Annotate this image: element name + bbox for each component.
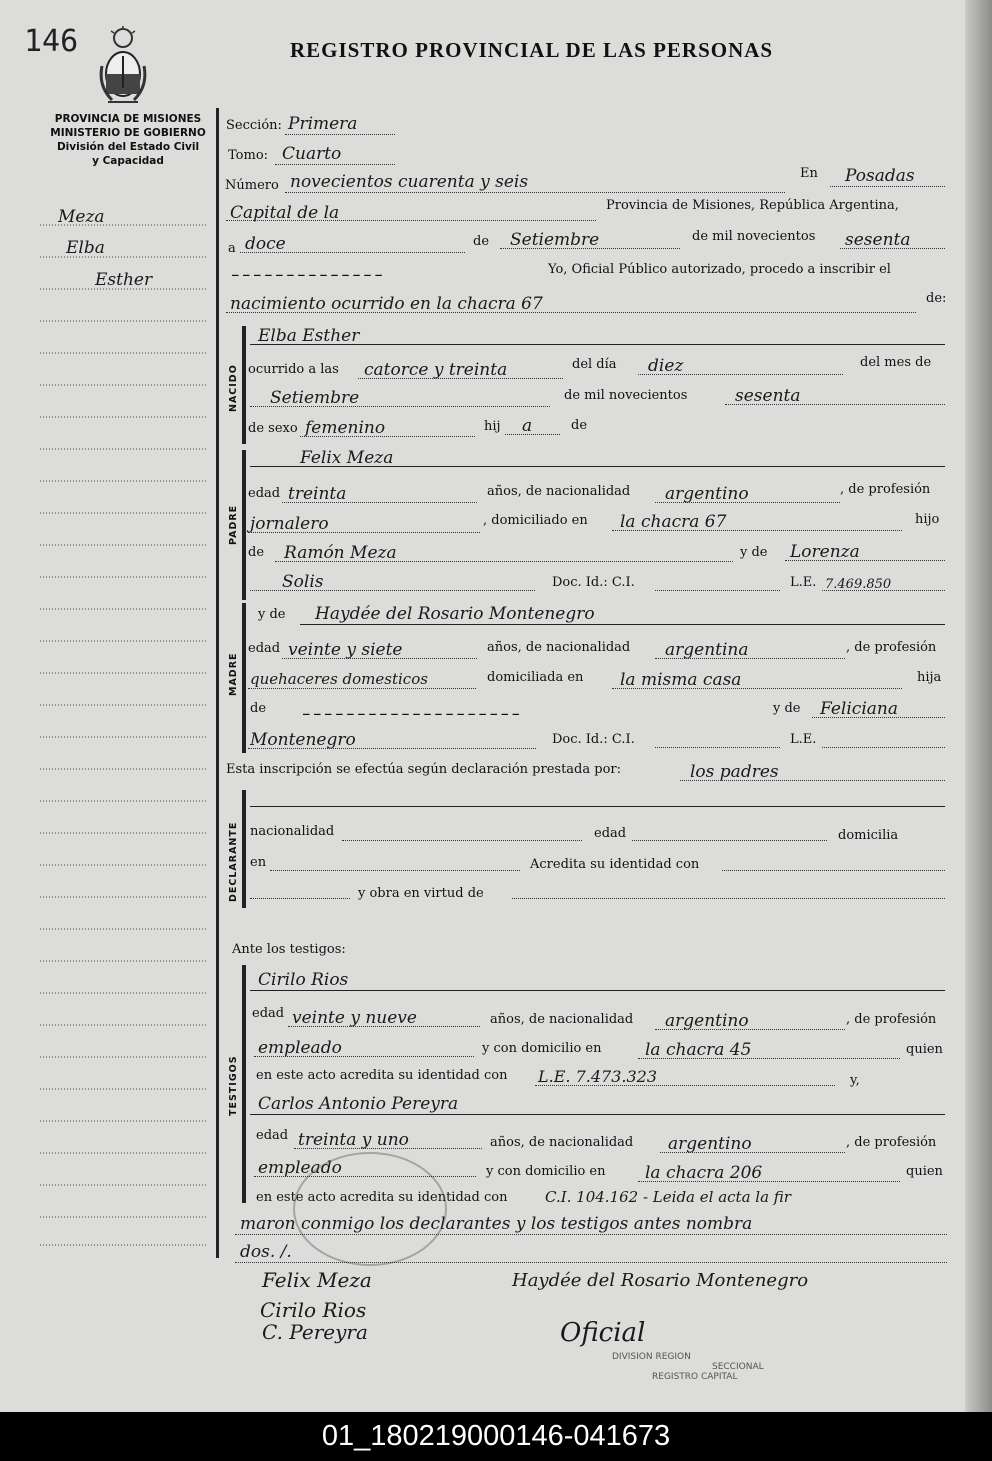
- declarante-obra-line: [512, 898, 945, 899]
- madre-edad-label: edad: [248, 641, 281, 656]
- madre-nac-value: argentina: [665, 640, 749, 660]
- testigo2-nombre: Carlos Antonio Pereyra: [258, 1094, 459, 1114]
- madre-y-de2-label: y de: [773, 701, 801, 716]
- t1-y-label: y,: [850, 1073, 860, 1088]
- page-number: 146: [24, 24, 79, 59]
- padre-le-label: L.E.: [790, 575, 817, 590]
- madre-nac-line: [655, 658, 845, 659]
- madre-dom-label: domiciliada en: [487, 670, 584, 685]
- padre-prof-value: jornalero: [250, 514, 329, 534]
- declarante-bracket: [242, 790, 246, 908]
- anio-value: sesenta: [845, 230, 911, 250]
- t2-nac-value: argentino: [668, 1134, 752, 1154]
- declaracion-line: [680, 780, 945, 781]
- t1-prof-line: [254, 1056, 474, 1057]
- hij-line: [505, 434, 560, 435]
- madre-section-label: MADRE: [228, 652, 239, 696]
- en-line: [830, 186, 945, 187]
- testigos-section-label: TESTIGOS: [228, 1055, 239, 1116]
- madre-nombre-line: [300, 624, 945, 625]
- t1-quien-label: quien: [906, 1042, 943, 1057]
- tomo-line: [275, 164, 395, 165]
- t1-prof-label: , de profesión: [846, 1012, 937, 1027]
- padre-prof-label: , de profesión: [840, 482, 931, 497]
- tomo-label: Tomo:: [228, 148, 269, 163]
- en-value: Posadas: [845, 166, 915, 186]
- t1-nac-label: años, de nacionalidad: [490, 1012, 634, 1027]
- del-mes-label: del mes de: [860, 355, 932, 370]
- t1-edad-line: [288, 1026, 480, 1027]
- nacido-mes-line: [250, 406, 550, 407]
- margin-ruled-lines: [40, 200, 210, 1250]
- t1-doc-value: L.E. 7.473.323: [538, 1067, 657, 1086]
- org-division: División del Estado Civil: [56, 141, 200, 153]
- header-dashes: _ _ _ _ _ _ _ _ _ _ _ _ _ _: [232, 262, 382, 277]
- org-province: PROVINCIA DE MISIONES: [54, 113, 202, 125]
- madre-prof-label: , de profesión: [846, 640, 937, 655]
- del-dia-label: del día: [572, 357, 617, 372]
- hij-label: hij: [484, 419, 501, 434]
- t1-prof-value: empleado: [258, 1038, 342, 1058]
- padre-nac-value: argentino: [665, 484, 749, 504]
- nacido-mes-value: Setiembre: [270, 388, 360, 408]
- padre-edad-label: edad: [248, 486, 281, 501]
- org-capacidad: y Capacidad: [92, 155, 164, 167]
- stamp-line2: SECCIONAL: [712, 1362, 764, 1372]
- firma-padre: Felix Meza: [262, 1268, 372, 1292]
- scan-footer: 01_180219000146-041673: [0, 1412, 992, 1461]
- declarante-edad-line: [632, 840, 827, 841]
- hora-value: catorce y treinta: [364, 360, 508, 380]
- t2-prof-value: empleado: [258, 1158, 342, 1178]
- padre-le-value: 7.469.850: [825, 577, 892, 592]
- declarante-en-line: [270, 870, 520, 871]
- padre-edad-line: [282, 502, 477, 503]
- t2-dom-value: la chacra 206: [645, 1163, 763, 1183]
- madre-prof-line: [248, 688, 476, 689]
- declarante-nac-line: [342, 840, 582, 841]
- t2-acredita-label: en este acto acredita su identidad con: [256, 1190, 508, 1205]
- inscribir-value: nacimiento ocurrido en la chacra 67: [230, 294, 543, 314]
- t2-nac-label: años, de nacionalidad: [490, 1135, 634, 1150]
- declaracion-value: los padres: [690, 762, 779, 782]
- sexo-label: de sexo: [248, 421, 298, 436]
- padre-doc-line: [655, 590, 780, 591]
- madre-dom-value: la misma casa: [620, 670, 742, 690]
- t2-edad-value: treinta y uno: [298, 1130, 409, 1150]
- firma-testigo1: Cirilo Rios: [260, 1298, 367, 1322]
- margin-second-name: Esther: [95, 270, 153, 290]
- padre-prof-line: [248, 532, 480, 533]
- de-colon-label: de:: [926, 291, 947, 306]
- testigo1-nombre-line: [250, 990, 945, 991]
- seccion-label: Sección:: [226, 118, 282, 133]
- padre-y-de-label: y de: [740, 545, 768, 560]
- padre-nac-label: años, de nacionalidad: [487, 484, 631, 499]
- padre-section-label: PADRE: [228, 504, 239, 545]
- madre-doc-label: Doc. Id.: C.I.: [552, 732, 635, 747]
- padre-nombre: Felix Meza: [300, 448, 394, 468]
- coat-of-arms-icon: [98, 26, 148, 108]
- declarante-obra-pre-line: [250, 898, 350, 899]
- main-margin-rule: [216, 108, 219, 1258]
- madre-edad-line: [282, 658, 477, 659]
- a-label: a: [228, 241, 236, 256]
- hij-value: a: [522, 416, 533, 436]
- document-title: REGISTRO PROVINCIAL DE LAS PERSONAS: [290, 38, 774, 62]
- t1-nac-line: [655, 1029, 845, 1030]
- declarante-edad-label: edad: [594, 826, 627, 841]
- abuela-materna-apellido: Montenegro: [250, 730, 356, 750]
- dia-line: [240, 252, 465, 253]
- madre-hija-label: hija: [917, 670, 942, 685]
- t2-prof-label: , de profesión: [846, 1135, 937, 1150]
- dia-value: doce: [245, 234, 286, 254]
- t1-dom-line: [638, 1058, 900, 1059]
- nacido-de-label: de: [571, 418, 588, 433]
- nacido-dia-value: diez: [648, 356, 684, 376]
- nacido-nombre-line: [250, 344, 945, 345]
- cierre-line2: dos. /.: [240, 1242, 292, 1262]
- madre-nac-label: años, de nacionalidad: [487, 640, 631, 655]
- abuela-materna: Feliciana: [820, 699, 898, 719]
- testigos-bracket: [242, 965, 246, 1203]
- provincia-text: Provincia de Misiones, República Argentina,: [606, 198, 899, 213]
- declarante-section-label: DECLARANTE: [228, 821, 239, 902]
- ante-testigos-label: Ante los testigos:: [232, 942, 346, 957]
- t1-edad-value: veinte y nueve: [292, 1008, 417, 1028]
- madre-le-label: L.E.: [790, 732, 817, 747]
- abuelo-paterno-line: [275, 561, 733, 562]
- t2-edad-label: edad: [256, 1128, 289, 1143]
- padre-le-line: [822, 590, 945, 591]
- firma-testigo2: C. Pereyra: [262, 1320, 368, 1344]
- madre-dom-line: [612, 688, 902, 689]
- mil-text: de mil novecientos: [692, 229, 816, 244]
- declarante-acredita-label: Acredita su identidad con: [530, 857, 700, 872]
- declaracion-text: Esta inscripción se efectúa según declaración prestada por:: [226, 762, 621, 777]
- padre-dom-value: la chacra 67: [620, 512, 727, 532]
- t1-dom-label: y con domicilio en: [482, 1041, 602, 1056]
- cierre-line1: maron conmigo los declarantes y los testigos antes nombra: [240, 1214, 753, 1234]
- official-seal-icon: [293, 1152, 447, 1266]
- inscribir-line: [226, 312, 916, 313]
- abuela-paterna-apellido-line: [250, 590, 535, 591]
- registry-stamp: [612, 1352, 764, 1382]
- tomo-value: Cuarto: [282, 144, 342, 164]
- madre-y-de-label: y de: [258, 607, 286, 622]
- t1-doc-line: [535, 1085, 835, 1086]
- firma-oficial: Oficial: [560, 1318, 646, 1348]
- declarante-nac-label: nacionalidad: [250, 824, 335, 839]
- en-label: En: [800, 166, 818, 181]
- stamp-line3: REGISTRO CAPITAL: [652, 1372, 738, 1382]
- t1-edad-label: edad: [252, 1006, 285, 1021]
- numero-label: Número: [225, 178, 279, 193]
- madre-dashes: _ _ _ _ _ _ _ _ _ _ _ _ _ _ _ _ _ _ _ _: [303, 701, 519, 716]
- declarante-dom-label: domicilia: [838, 828, 899, 843]
- numero-line: [285, 192, 785, 193]
- t1-nac-value: argentino: [665, 1011, 749, 1031]
- padre-de-label: de: [248, 545, 265, 560]
- margin-surname: Meza: [58, 207, 105, 227]
- t1-dom-value: la chacra 45: [645, 1040, 752, 1060]
- margin-first-name: Elba: [66, 238, 105, 258]
- oficial-text: Yo, Oficial Público autorizado, procedo a inscribir el: [548, 262, 891, 277]
- abuela-materna-apellido-line: [248, 748, 536, 749]
- testigo2-nombre-line: [250, 1114, 945, 1115]
- padre-nac-line: [655, 502, 840, 503]
- de-label: de: [473, 234, 490, 249]
- padre-dom-line: [612, 530, 902, 531]
- nacido-bracket: [242, 326, 246, 444]
- madre-prof-value: quehaceres domesticos: [250, 670, 428, 688]
- t2-nac-line: [660, 1152, 845, 1153]
- seccion-line: [285, 134, 395, 135]
- t2-edad-line: [294, 1148, 482, 1149]
- org-ministry: MINISTERIO DE GOBIERNO: [50, 127, 206, 139]
- abuela-paterna: Lorenza: [790, 542, 860, 562]
- t2-dom-label: y con domicilio en: [486, 1164, 606, 1179]
- nacido-section-label: NACIDO: [228, 364, 239, 412]
- mes-value: Setiembre: [510, 230, 600, 250]
- madre-le-line: [822, 747, 945, 748]
- padre-dom-label: , domiciliado en: [483, 513, 588, 528]
- firma-madre: Haydée del Rosario Montenegro: [512, 1270, 809, 1291]
- capital-value: Capital de la: [230, 203, 340, 223]
- capital-line: [226, 220, 596, 221]
- padre-doc-label: Doc. Id.: C.I.: [552, 575, 635, 590]
- t2-quien-label: quien: [906, 1164, 943, 1179]
- t2-doc-value: C.I. 104.162 - Leida el acta la fir: [545, 1188, 791, 1206]
- nacido-anio-line: [725, 404, 945, 405]
- numero-value: novecientos cuarenta y seis: [290, 172, 529, 192]
- madre-bracket: [242, 603, 246, 753]
- madre-doc-line: [655, 747, 780, 748]
- nacido-dia-line: [638, 374, 843, 375]
- abuela-materna-line: [812, 717, 945, 718]
- padre-nombre-line: [250, 466, 945, 467]
- nacido-nombre: Elba Esther: [258, 326, 360, 346]
- madre-nombre: Haydée del Rosario Montenegro: [315, 604, 595, 624]
- madre-edad-value: veinte y siete: [288, 640, 403, 660]
- declarante-obra-label: y obra en virtud de: [358, 886, 484, 901]
- padre-hijo-label: hijo: [915, 512, 940, 527]
- hora-line: [358, 378, 563, 379]
- t1-acredita-label: en este acto acredita su identidad con: [256, 1068, 508, 1083]
- declarante-acredita-line: [722, 870, 945, 871]
- mes-line: [500, 248, 680, 249]
- seccion-value: Primera: [288, 114, 358, 134]
- padre-bracket: [242, 450, 246, 600]
- abuela-paterna-line: [785, 560, 945, 561]
- anio-line: [840, 248, 945, 249]
- testigo1-nombre: Cirilo Rios: [258, 970, 349, 990]
- stamp-line1: DIVISION REGION: [612, 1352, 691, 1362]
- padre-edad-value: treinta: [288, 484, 347, 504]
- madre-de-label: de: [250, 701, 267, 716]
- sexo-value: femenino: [305, 418, 386, 438]
- declarante-nombre-line: [250, 806, 945, 807]
- declarante-en-label: en: [250, 855, 267, 870]
- ocurrido-label: ocurrido a las: [248, 362, 339, 377]
- nacido-mil-label: de mil novecientos: [564, 388, 688, 403]
- sexo-line: [300, 436, 475, 437]
- nacido-anio-value: sesenta: [735, 386, 801, 406]
- t2-dom-line: [638, 1181, 900, 1182]
- abuela-paterna-apellido: Solis: [282, 572, 324, 592]
- abuelo-paterno: Ramón Meza: [284, 543, 397, 563]
